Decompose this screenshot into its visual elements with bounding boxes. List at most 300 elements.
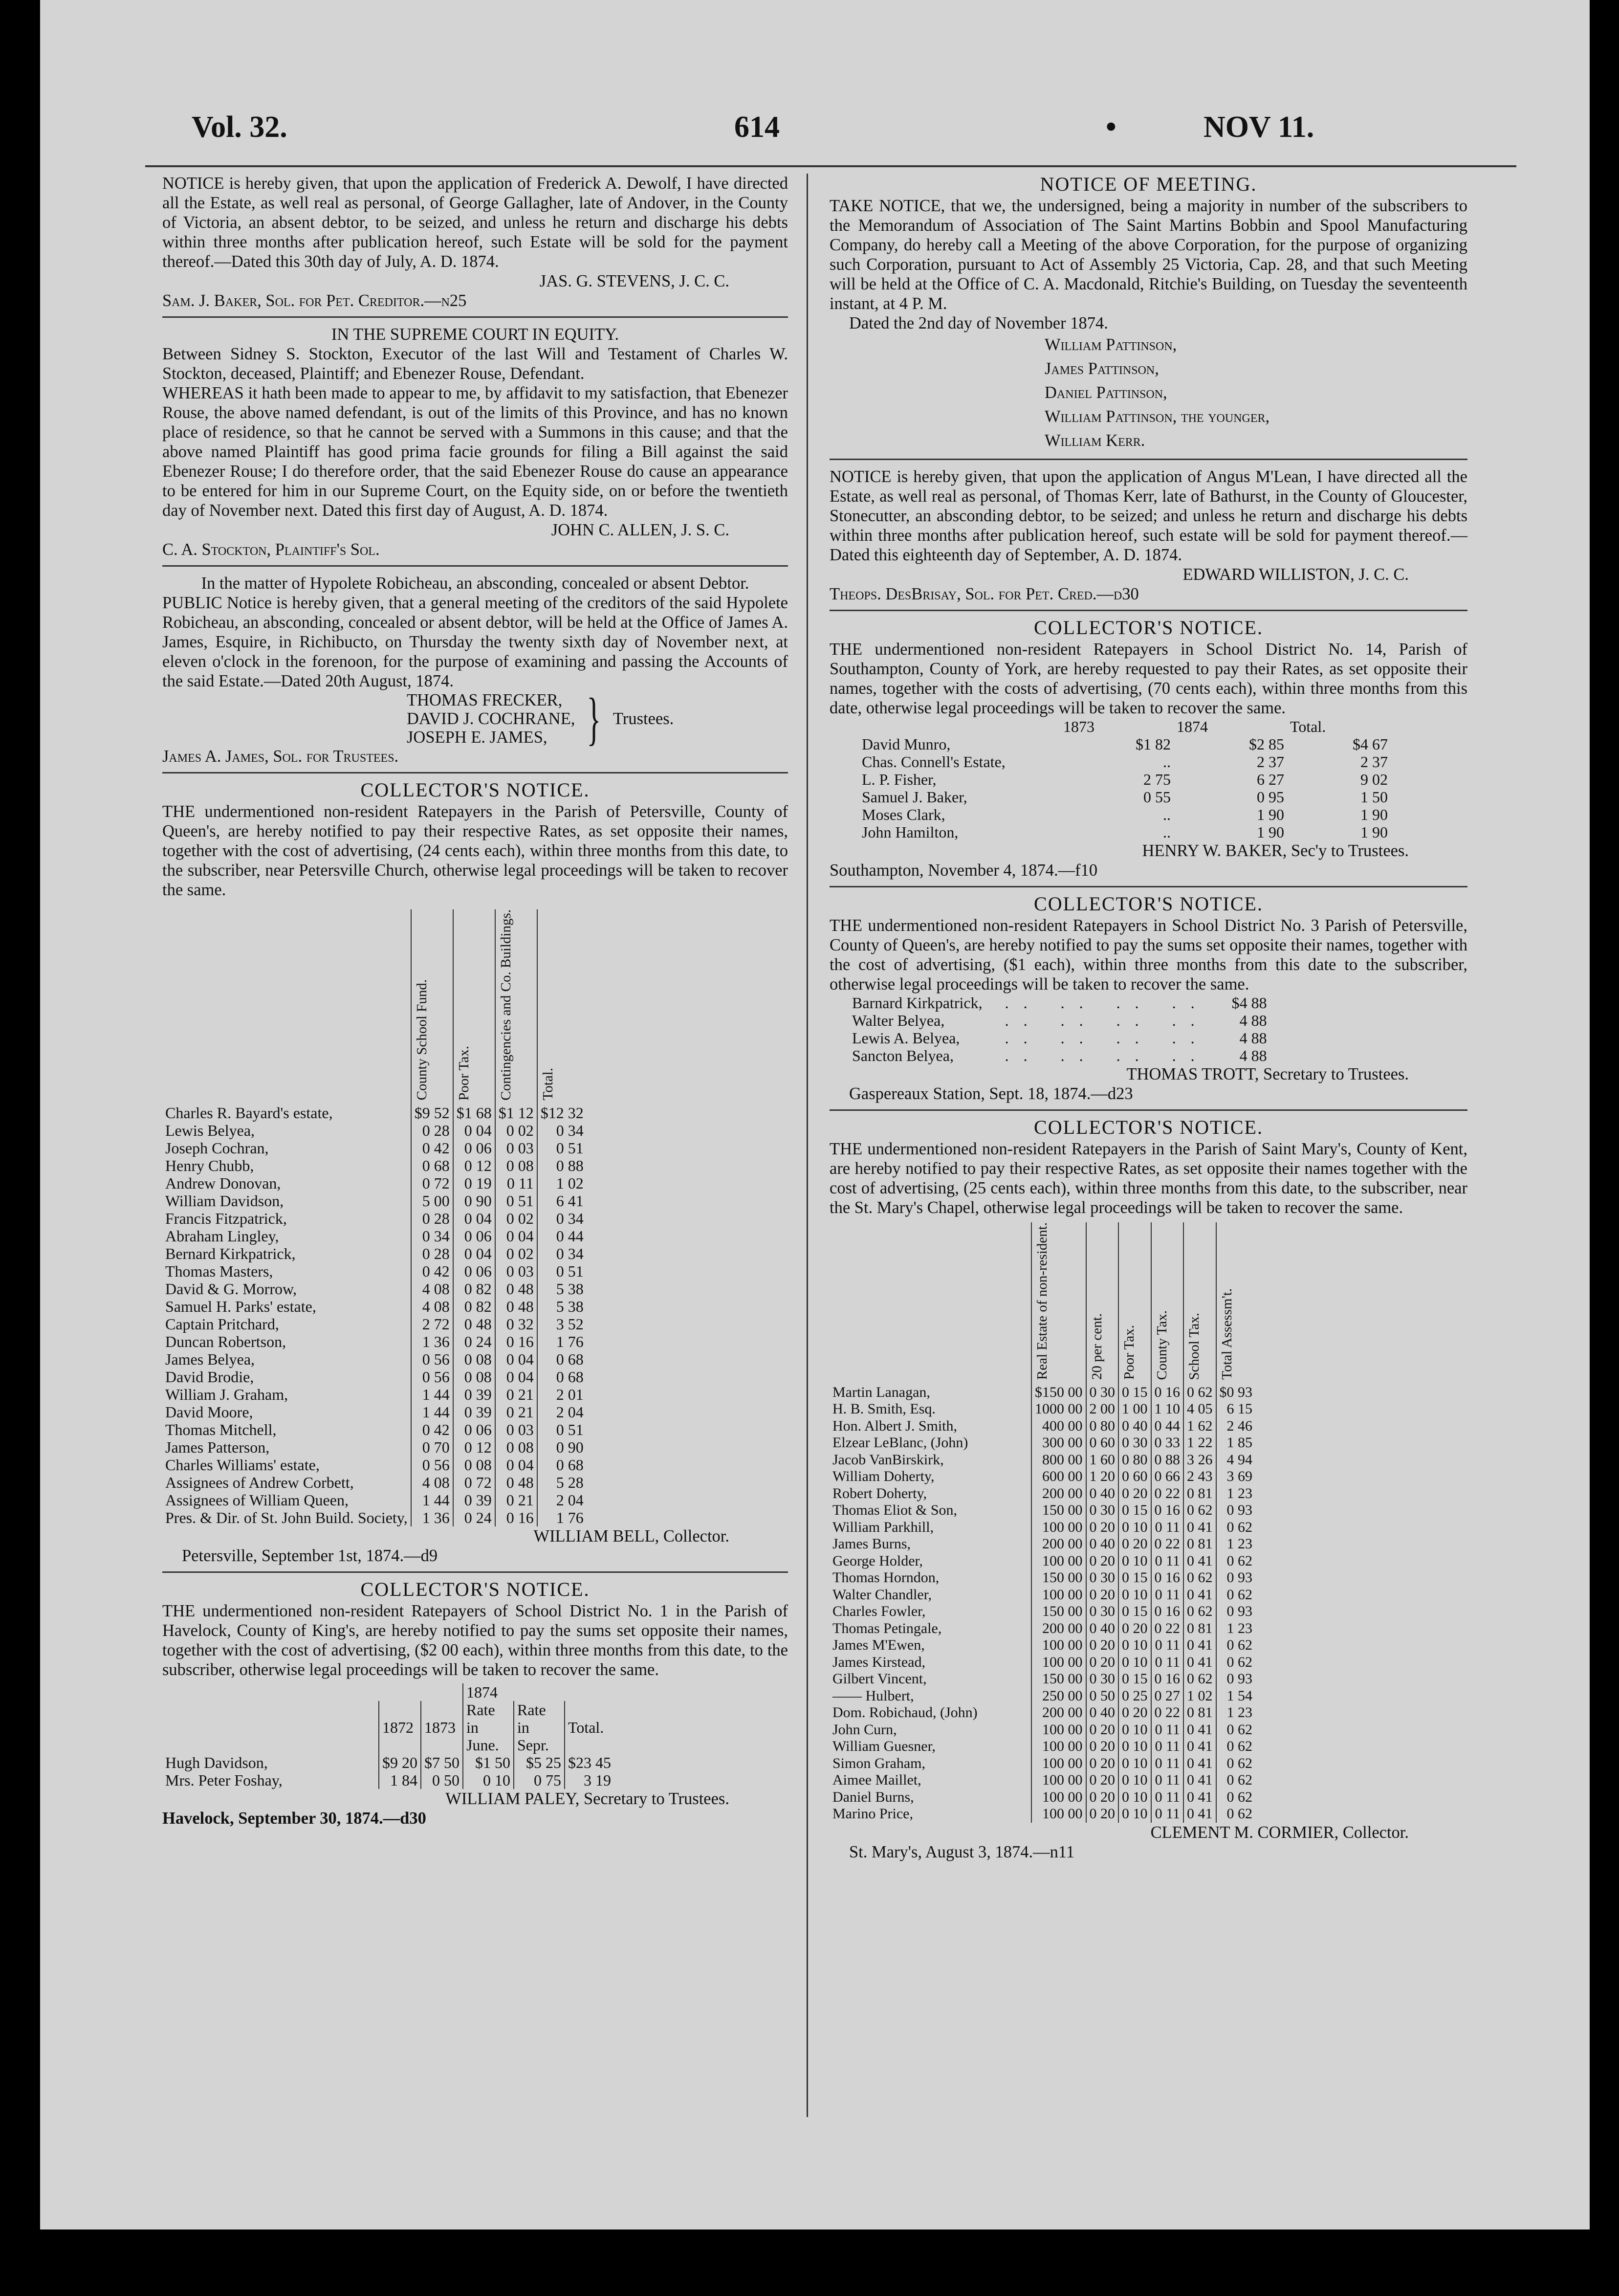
rate-value: 0 10 [1118,1806,1151,1823]
rate-value: 100 00 [1031,1789,1086,1806]
rate-value: 0 11 [1151,1722,1184,1739]
rates-table [162,909,587,1526]
table-row [859,735,1391,753]
column-header: Rate in Sepr. [514,1701,565,1754]
rate-value: 0 93 [1216,1603,1256,1620]
ratepayer-name: Assignees of Andrew Corbett, [165,1473,354,1491]
rate-value: 0 62 [1216,1722,1256,1739]
rate-value: $9 20 [379,1754,421,1771]
rate-value: 300 00 [1031,1435,1086,1452]
rates-table [859,718,1391,841]
rate-value: 0 50 [421,1771,463,1789]
southampton-notice [830,618,1467,880]
rate-value: 1 84 [379,1771,421,1789]
table-row [830,1569,1255,1587]
rate-value: 0 06 [453,1139,495,1157]
rate-value: 2 37 [1257,753,1284,771]
notice-text: TAKE NOTICE, that we, the undersigned, being a majority in number of the subscribers to the Memorandum of Association of The Saint Martins Bobbin and Spool Manufacturing Company, do hereby call a Meeting of the above Corporation, for the purpose of organizing such Corporation, pursuant to Act of Assembly 25 Victoria, Cap. 28, and that such Meeting will be held at the Office of C. A. Macdonald, Ritchie's Building, on Tuesday the seventeenth instant, at 4 P. M. [830,197,1467,313]
table-row [859,823,1391,841]
ratepayer-name: James M'Ewen, [832,1637,925,1654]
trustee-name: JOSEPH E. JAMES, [407,728,547,747]
ratepayer-name: Joseph Cochran, [165,1139,269,1157]
table-row [830,1654,1255,1671]
notice-text: THE undermentioned non-resident Ratepayers in the Parish of Saint Mary's, County of Kent, are hereby notified to pay their respective Rates, as set opposite their names together with the cost of advertising, (25 cents each), within three months from this date, to the subscriber, near the St. Mary's Chapel, otherwise legal proceedings will be taken to recover the same. [830,1140,1467,1217]
rate-value: 0 25 [1118,1688,1151,1705]
rate-value: 0 10 [1118,1519,1151,1536]
rate-value: 0 81 [1183,1704,1216,1722]
rate-value: 0 72 [453,1474,495,1491]
rate-value: 0 15 [1118,1603,1151,1620]
rate-value: 0 10 [1118,1755,1151,1772]
left-column [162,174,788,1828]
rate-value: 0 02 [495,1122,537,1139]
table-row [162,1456,587,1474]
ratepayer-name: Thomas Petingale, [832,1620,942,1636]
rate-value: 0 41 [1183,1587,1216,1604]
rate-value: 0 33 [1151,1435,1184,1452]
rate-value: 100 00 [1031,1587,1086,1604]
table-row [830,1789,1255,1806]
rate-value: 0 03 [495,1421,537,1438]
ratepayer-name: John Curn, [832,1721,897,1738]
rate-value: 4 08 [411,1474,453,1491]
rate-value: 0 20 [1118,1704,1151,1722]
signature: JOHN C. ALLEN, J. S. C. [551,521,729,539]
rate-value: 0 80 [1086,1418,1119,1435]
rate-value: 0 11 [1151,1553,1184,1570]
rates-table [830,1222,1255,1823]
rate-value: 0 24 [453,1333,495,1350]
signatory-name: William Pattinson, [1045,335,1177,354]
rate-value: 1 54 [1216,1688,1256,1705]
rate-value: 0 21 [495,1386,537,1403]
rate-value: 9 02 [1360,771,1388,788]
rate-value: $23 45 [565,1754,614,1771]
rate-value: 0 04 [495,1227,537,1245]
ratepayer-name: Mrs. Peter Foshay, [165,1771,283,1789]
stevens-notice [162,174,788,310]
rate-value: 0 11 [1151,1772,1184,1789]
rate-value: 0 80 [1118,1452,1151,1469]
rate-value: 0 10 [463,1771,514,1789]
rate-value: 100 00 [1031,1738,1086,1755]
ratepayer-name: Jacob VanBirskirk, [832,1451,944,1468]
table-row [830,1722,1255,1739]
separator [162,1571,788,1573]
table-row [162,1474,587,1491]
rate-value: $9 52 [411,1104,453,1122]
rate-value: 250 00 [1031,1688,1086,1705]
rates-table [849,994,1270,1064]
rate-value: $1 50 [463,1754,514,1771]
rate-value: 0 62 [1183,1502,1216,1519]
name-header [830,1222,1031,1384]
rate-value: 0 41 [1183,1553,1216,1570]
table-row [849,1012,1270,1029]
column-header: 20 per cent. [1086,1222,1119,1384]
rate-value: 0 82 [453,1280,495,1298]
ratepayer-name: William Guesner, [832,1738,936,1755]
column-divider [807,174,808,2117]
trustee-name: THOMAS FRECKER, [407,691,563,709]
table-row [830,1755,1255,1772]
rate-value: 0 62 [1183,1384,1216,1401]
table-row [162,1350,587,1368]
table-row [849,994,1270,1012]
table-row [162,1139,587,1157]
rate-value: 0 88 [537,1157,587,1174]
rate-value: 100 00 [1031,1654,1086,1671]
rate-value: 0 62 [1216,1789,1256,1806]
ratepayer-name: Francis Fitzpatrick, [165,1209,287,1227]
table-row [830,1603,1255,1620]
ratepayer-name: Simon Graham, [832,1755,925,1771]
rate-value: 0 34 [537,1245,587,1262]
rate-value: 4 08 [411,1280,453,1298]
table-row [162,1104,587,1122]
rate-value: 0 28 [411,1210,453,1227]
rate-value: 0 51 [537,1139,587,1157]
ratepayer-name: William Davidson, [165,1192,284,1210]
notice-text: THE undermentioned non-resident Ratepayers in School District No. 14, Parish of Southampton, County of York, are hereby requested to pay their Rates, as set opposite their names, together with the costs of advertising, (70 cents each), within three months from this date, otherwise legal proceedings will be taken to recover the same. [830,640,1467,717]
rate-value: 0 88 [1151,1452,1184,1469]
rate-value: 2 04 [537,1403,587,1421]
rate-value: 0 11 [1151,1755,1184,1772]
rate-value: 0 75 [514,1771,565,1789]
rate-value: 0 41 [1183,1637,1216,1654]
table-row [162,1421,587,1438]
ratepayer-name: Thomas Mitchell, [165,1420,277,1438]
rate-value: 0 24 [453,1509,495,1526]
rate-value: 0 55 [1143,788,1171,806]
rate-value: 0 22 [1151,1704,1184,1722]
rate-value: 0 22 [1151,1485,1184,1502]
rate-value: 0 15 [1118,1569,1151,1587]
column-header: School Tax. [1183,1222,1216,1384]
issue-date: NOV 11. [1203,110,1314,144]
ratepayer-name: Dom. Robichaud, (John) [832,1704,978,1721]
ratepayer-name: James Kirstead, [832,1654,925,1670]
notice-title: COLLECTOR'S NOTICE. [360,1578,590,1600]
leader-dots: .. .. .. .. [1005,1012,1209,1029]
ratepayer-name: Abraham Lingley, [165,1227,279,1245]
rate-value: 0 20 [1086,1587,1119,1604]
solicitor-line: C. A. Stockton, Plaintiff's Sol. [162,540,380,559]
rate-value: 0 41 [1183,1722,1216,1739]
rate-value: 0 08 [495,1157,537,1174]
table-row [830,1435,1255,1452]
rate-value: 150 00 [1031,1671,1086,1688]
separator [162,316,788,318]
ratepayer-name: David Munro, [862,735,951,753]
rate-value: $150 00 [1031,1384,1086,1401]
rate-value: 0 60 [1086,1435,1119,1452]
rate-value: 150 00 [1031,1502,1086,1519]
ratepayer-name: Barnard Kirkpatrick, [852,994,983,1012]
table-row [830,1519,1255,1536]
gaspereaux-notice [830,894,1467,1104]
rate-value: 0 68 [537,1456,587,1474]
column-header: County School Fund. [411,909,453,1104]
rate-value: 4 08 [411,1298,453,1315]
rate-value: 0 41 [1183,1519,1216,1536]
rate-value: 0 21 [495,1403,537,1421]
rate-value: 0 62 [1216,1553,1256,1570]
rate-value: 1 10 [1151,1401,1184,1418]
rate-value: 0 04 [453,1122,495,1139]
name-header [162,909,411,1104]
ratepayer-name: Sancton Belyea, [852,1047,954,1064]
rate-value: 0 16 [495,1333,537,1350]
table-row [849,1047,1270,1064]
rate-value: 0 41 [1183,1755,1216,1772]
ratepayer-name: Lewis Belyea, [165,1121,255,1139]
rate-value: 0 62 [1216,1587,1256,1604]
ratepayer-name: Henry Chubb, [165,1156,254,1174]
rate-value: 0 30 [1086,1671,1119,1688]
date-line: St. Mary's, August 3, 1874.—n11 [849,1842,1075,1861]
column-header: Total Assessm't. [1216,1222,1256,1384]
rate-value: 1 90 [1360,823,1388,841]
notice-title: NOTICE OF MEETING. [1040,173,1257,195]
ratepayer-name: James Burns, [832,1536,911,1552]
notice-title: IN THE SUPREME COURT IN EQUITY. [331,325,619,344]
notice-text: THE undermentioned non-resident Ratepayers in the Parish of Petersville, County of Queen's, are hereby notified to pay their respective Rates, as set opposite their names, together with the cost of advertising, (24 cents each), within three months from this date, to the subscriber, near Petersville Church, otherwise legal proceedings will be taken to recover the same. [162,802,788,899]
rate-value: 0 62 [1216,1772,1256,1789]
table-row [162,1227,587,1245]
separator [162,772,788,773]
rate-value: 0 21 [495,1491,537,1509]
rate-value: 0 06 [453,1227,495,1245]
rate-value: 0 48 [495,1474,537,1491]
date-line: Dated the 2nd day of November 1874. [849,314,1108,332]
notice-parties: Between Sidney S. Stockton, Executor of the last Will and Testament of Charles W. Stockton, deceased, Plaintiff; and Ebenezer Rouse, Defendant. [162,345,788,383]
rate-value: 0 11 [1151,1789,1184,1806]
column-header: 1874 [1177,718,1208,735]
name-header [162,1701,379,1754]
notice-title: COLLECTOR'S NOTICE. [1034,1116,1263,1138]
column-header: Real Estate of non-resident. [1031,1222,1086,1384]
rate-value: 0 68 [537,1350,587,1368]
rate-value: 0 39 [453,1491,495,1509]
signature: WILLIAM PALEY, Secretary to Trustees. [445,1789,729,1808]
rate-value: 0 41 [1183,1654,1216,1671]
table-row [830,1468,1255,1485]
table-row [162,1280,587,1298]
column-header: Total. [1290,718,1326,735]
column-header: Poor Tax. [453,909,495,1104]
column-header: Total. [565,1701,614,1754]
rate-value: 0 95 [1257,788,1284,806]
rate-value: 0 10 [1118,1587,1151,1604]
rate-value: 5 38 [537,1298,587,1315]
petersville-notice [162,780,788,1566]
rate-value: 0 56 [411,1350,453,1368]
rate-value: 3 26 [1183,1452,1216,1469]
ratepayer-name: George Holder, [832,1552,923,1569]
ratepayer-name: Gilbert Vincent, [832,1671,927,1687]
rate-value: $7 50 [421,1754,463,1771]
rate-value: 0 60 [1118,1468,1151,1485]
ratepayer-name: L. P. Fisher, [862,771,937,788]
rate-value: 4 88 [1239,1029,1267,1047]
rate-value: 0 66 [1151,1468,1184,1485]
rate-value: 0 81 [1183,1485,1216,1502]
rate-value: 1 22 [1183,1435,1216,1452]
rate-value: 0 08 [453,1456,495,1474]
rate-value: 0 06 [453,1262,495,1280]
rate-value: 0 20 [1118,1485,1151,1502]
rate-value: $0 93 [1216,1384,1256,1401]
table-row [162,1509,587,1526]
leader-dots: .. .. .. .. [1005,994,1209,1012]
ratepayer-name: William Parkhill, [832,1519,934,1535]
kerr-notice [830,467,1467,604]
rate-value: 1 90 [1257,823,1284,841]
rate-value: 0 62 [1216,1654,1256,1671]
rate-value: 2 04 [537,1491,587,1509]
rate-value: 3 52 [537,1315,587,1333]
rate-value: 0 62 [1216,1738,1256,1755]
table-row [830,1502,1255,1519]
rate-value: 1 90 [1257,806,1284,823]
table-row [162,1122,587,1139]
rate-value: 0 34 [537,1122,587,1139]
signatory-name: William Kerr. [1045,431,1145,450]
rate-value: 150 00 [1031,1569,1086,1587]
rate-value: 0 42 [411,1139,453,1157]
table-row [162,1315,587,1333]
rate-value: 100 00 [1031,1637,1086,1654]
table-row [162,1245,587,1262]
rate-value: 0 51 [495,1192,537,1210]
notice-text: THE undermentioned non-resident Ratepayers in School District No. 3 Parish of Petersville, County of Queen's, are hereby notified to pay the sums set opposite their names, together with the cost of advertising, ($1 each), within three months from this date to the subscriber, otherwise legal proceedings will be taken to recover the same. [830,916,1467,993]
rate-value: 0 22 [1151,1536,1184,1553]
ratepayer-name: Andrew Donovan, [165,1174,281,1192]
ratepayer-name: David & G. Morrow, [165,1280,297,1298]
notice-text: WHEREAS it hath been made to appear to me, by affidavit to my satisfaction, that Ebenezer Rouse, the above named defendant, is out of the limits of this Province, and has no known place of residence, so that he cannot be served with a Summons in this cause; and that the above named Plaintiff has good prima facie grounds for filing a Bill against the said Ebenezer Rouse; I do therefore order, that the said Ebenezer Rouse do cause an appearance to be entered for him in our Supreme Court, on the Equity side, on or before the twentieth day of November next. Dated this first day of August, A. D. 1874. [162,384,788,520]
table-row [830,1485,1255,1502]
rate-value: 150 00 [1031,1603,1086,1620]
table-row [830,1772,1255,1789]
rate-value: 0 68 [411,1157,453,1174]
rate-value: 1 02 [537,1174,587,1192]
havelock-notice [162,1580,788,1828]
column-header: County Tax. [1151,1222,1184,1384]
rate-value: 1 02 [1183,1688,1216,1705]
ratepayer-name: Thomas Masters, [165,1262,273,1280]
rate-value: 0 62 [1216,1637,1256,1654]
rate-value: 5 38 [537,1280,587,1298]
rate-value: 0 50 [1086,1688,1119,1705]
meeting-notice [830,175,1467,453]
rate-value: 200 00 [1031,1704,1086,1722]
table-row [830,1536,1255,1553]
rate-value: 0 20 [1086,1553,1119,1570]
ratepayer-name: William J. Graham, [165,1385,288,1403]
rate-value: 0 62 [1183,1671,1216,1688]
rate-value: 2 37 [1360,753,1388,771]
column-header: 1873 [1063,718,1094,735]
table-row [162,1333,587,1350]
rate-value: 0 11 [1151,1738,1184,1755]
rate-value: 1 36 [411,1509,453,1526]
rate-value: 0 41 [1183,1738,1216,1755]
ratepayer-name: Robert Doherty, [832,1485,927,1501]
rate-value: 4 88 [1239,1012,1267,1029]
ratepayer-name: Pres. & Dir. of St. John Build. Society, [165,1508,408,1526]
rate-value: 100 00 [1031,1772,1086,1789]
ratepayer-name: David Brodie, [165,1368,254,1386]
rate-value: 0 42 [411,1421,453,1438]
rate-value: 4 05 [1183,1401,1216,1418]
ratepayer-name: Hugh Davidson, [165,1753,268,1771]
table-row [830,1671,1255,1688]
rate-value: 1 50 [1360,788,1388,806]
rate-value: 0 62 [1183,1603,1216,1620]
ratepayer-name: Elzear LeBlanc, (John) [832,1435,968,1451]
solicitor-line: James A. James, Sol. for Trustees. [162,747,399,766]
newspaper-page [40,0,1590,2230]
table-row [859,806,1391,823]
rate-value: 0 10 [1118,1722,1151,1739]
rate-value: $12 32 [537,1104,587,1122]
header-dot: • [1106,110,1116,144]
rate-value: 100 00 [1031,1519,1086,1536]
rate-value: 0 48 [453,1315,495,1333]
right-column [830,174,1467,1862]
rate-value: 100 00 [1031,1755,1086,1772]
rate-value: 1 76 [537,1509,587,1526]
trustees-block [407,686,788,751]
rate-value: 0 16 [1151,1502,1184,1519]
rate-value: 3 69 [1216,1468,1256,1485]
rate-value: 0 10 [1118,1738,1151,1755]
rate-value: 0 81 [1183,1620,1216,1637]
ratepayer-name: Lewis A. Belyea, [852,1029,960,1047]
table-row [162,1491,587,1509]
rate-value: 0 20 [1086,1738,1119,1755]
rate-value: 0 04 [495,1350,537,1368]
rate-value: 0 06 [453,1421,495,1438]
notice-title: In the matter of Hypolete Robicheau, an absconding, concealed or absent Debtor. [201,574,749,593]
rate-value: 0 51 [537,1262,587,1280]
ratepayer-name: Moses Clark, [862,806,945,823]
solicitor-line: Theops. DesBrisay, Sol. for Pet. Cred.—d30 [830,585,1139,603]
stmarys-notice [830,1118,1467,1862]
rate-value: 0 42 [411,1262,453,1280]
rate-value: 0 90 [537,1438,587,1456]
rate-value: 0 62 [1216,1519,1256,1536]
rate-value: 0 11 [1151,1637,1184,1654]
rate-value: 0 19 [453,1174,495,1192]
header-rule [145,165,1516,167]
rate-value: 0 28 [411,1245,453,1262]
ratepayer-name: Duncan Robertson, [165,1332,286,1350]
rate-value: 0 04 [453,1210,495,1227]
column-header: Poor Tax. [1118,1222,1151,1384]
rate-value: 0 15 [1118,1384,1151,1401]
rate-value: $1 68 [453,1104,495,1122]
rate-value: 0 20 [1086,1722,1119,1739]
rate-value: 5 28 [537,1474,587,1491]
equity-notice [162,325,788,559]
leader-dots: .. .. .. .. [1005,1029,1209,1047]
rate-value: 100 00 [1031,1806,1086,1823]
ratepayer-name: Chas. Connell's Estate, [862,753,1006,771]
rate-value: 0 82 [453,1298,495,1315]
rate-value: 0 16 [495,1509,537,1526]
